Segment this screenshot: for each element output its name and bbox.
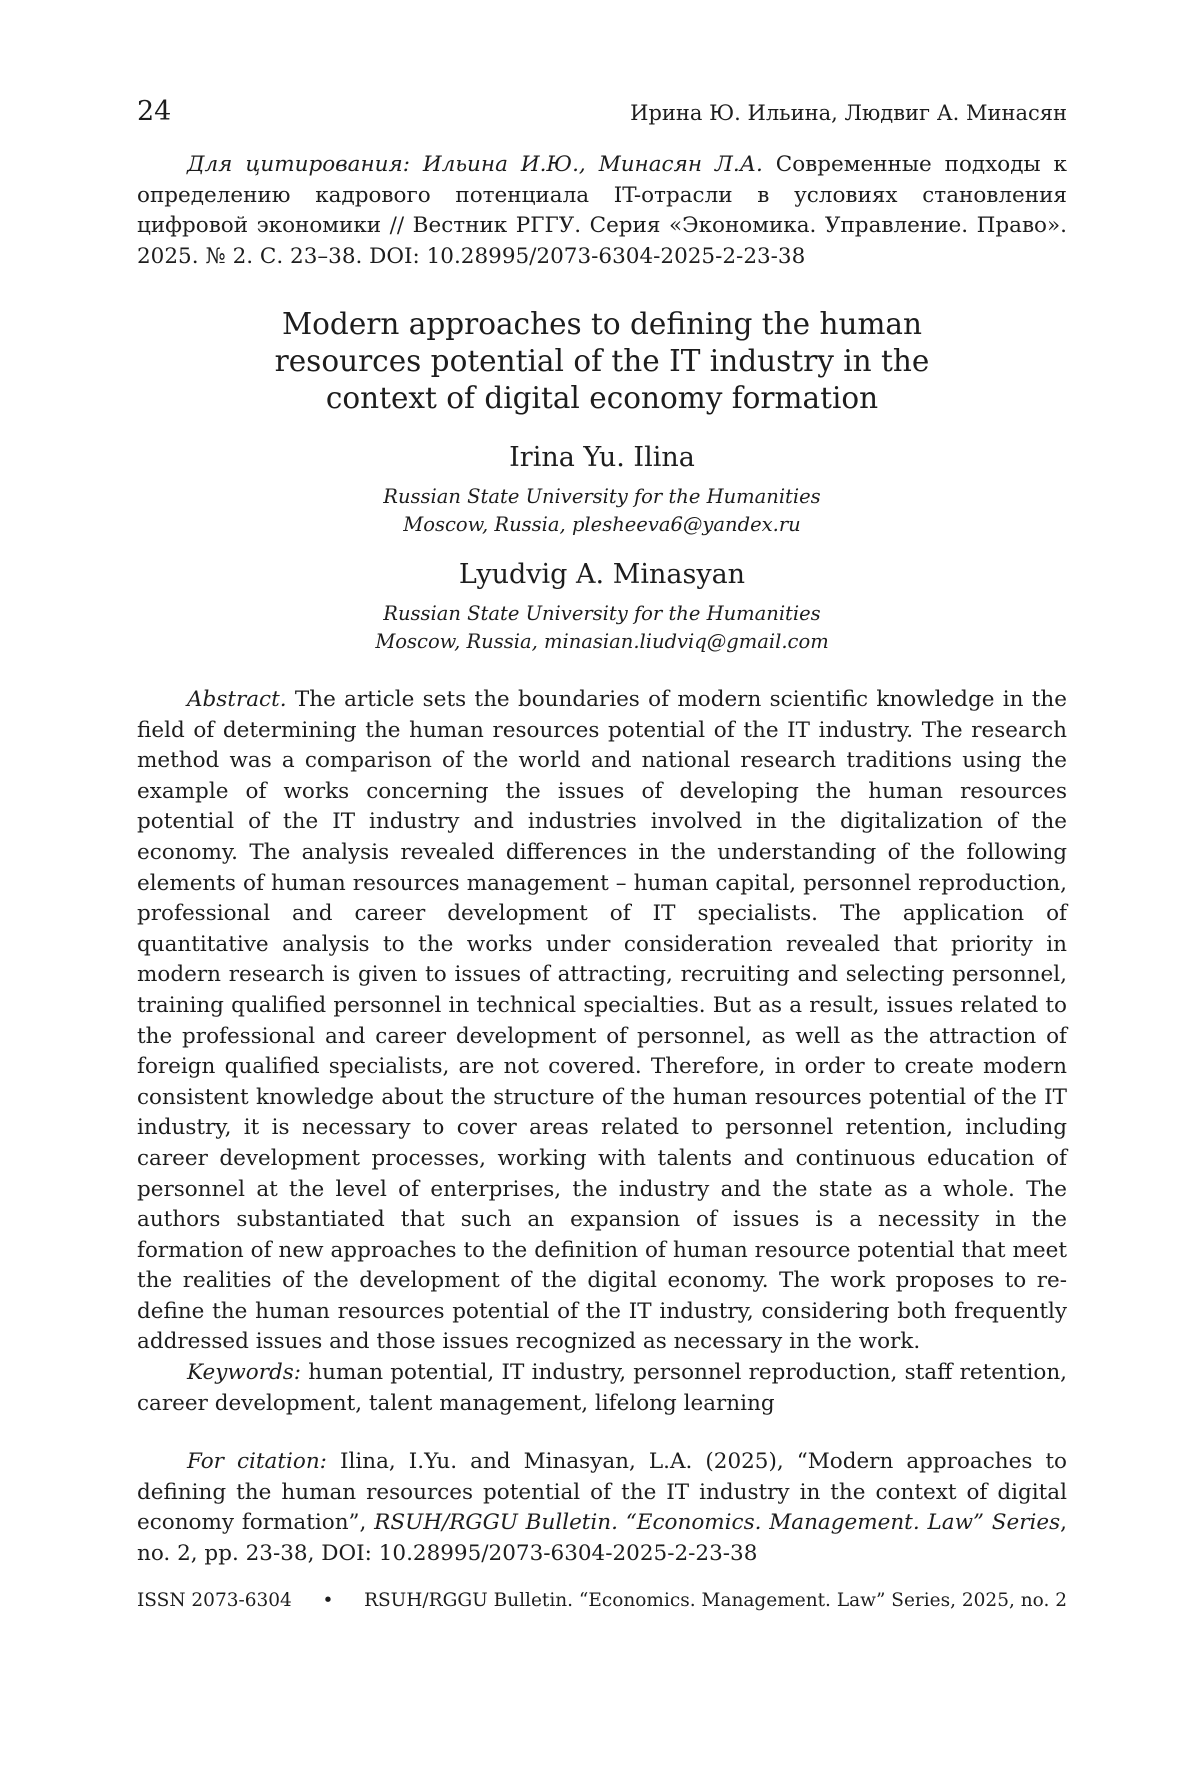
footer-journal-issue: RSUH/RGGU Bulletin. “Economics. Management. Law” Series, 2025, no. 2 [364, 1588, 1067, 1614]
english-citation-journal: RSUH/RGGU Bulletin. “Economics. Manage­ment. Law” Series [374, 1510, 1060, 1535]
footer-issn: ISSN 2073-6304 [137, 1588, 292, 1614]
running-head [137, 96, 1067, 136]
footer-separator: • [322, 1588, 333, 1614]
russian-citation-text: Современные подходы к определению кадрового потенциала IT-отрасли в условиях становления цифровой экономики // Вестник РГГУ. Серия «Экономика. Управление. Право». 2025. № 2. С. 23–38. DOI: 10.28995/2073-6304-2025-2-23-38 [137, 152, 1067, 269]
author-block-1 [137, 441, 1067, 538]
keywords-label: Keywords: [187, 1360, 301, 1385]
english-citation-pages-doi: , no. 2, pp. 23-38, DOI: 10.28995/2073-6304-2025-2-23-38 [137, 1510, 1067, 1566]
journal-page [137, 96, 1067, 1614]
russian-citation-label: Для цитирования: Ильина И.Ю., Минасян Л.А. [187, 152, 763, 177]
abstract-text: The article sets the boundaries of modern scientific knowledge in the field of determining the human resources potential of the IT industry. The research method was a comparison of the world and national research tra­ditions using the example of works concerning the issues of developing the human resources potential of the IT industry and industries involved in the digitalization of the economy. The analysis revealed differences in the under­standing of the following elements of human resources management – human capital, personnel reproduction, professional and career development of IT spe­cialists. The application of quantitative analysis to the works under consider­ation revealed that priority in modern research is given to issues of attracting, recruiting and selecting personnel, training qualified personnel in technical specialties. But as a result, issues related to the professional and career devel­opment of personnel, as well as the attraction of foreign qualified specialists, are not covered. Therefore, in order to create modern consistent knowledge about the structure of the human resources potential of the IT industry, it is necessary to cover areas related to personnel retention, including career devel­opment processes, working with talents and continuous education of personnel at the level of enterprises, the industry and the state as a whole. The authors substantiated that such an expansion of issues is a necessity in the formation of new approaches to the definition of human resource potential that meet the realities of the development of the digital economy. The work proposes to re­define the human resources potential of the IT industry, considering both fre­quently addressed issues and those issues recognized as necessary in the work. [137, 687, 1067, 1354]
author-affiliation [137, 483, 1067, 538]
affiliation-location-email: Moscow, Russia, minasian.liudviq@gmail.com [137, 628, 1067, 656]
english-citation [137, 1447, 1067, 1569]
author-block-2 [137, 558, 1067, 655]
abstract-label: Abstract. [187, 687, 287, 712]
keywords-text: human potential, IT industry, personnel reproduction, staff re­tention, career development, talent management, lifelong learning [137, 1360, 1067, 1416]
english-citation-text: Ilina, I.Yu. and Minasyan, L.A. (2025), “Modern approaches to defining the human resources potential of the IT industry in the context of digital economy formation”, [137, 1449, 1067, 1535]
keywords [137, 1358, 1067, 1419]
affiliation-institution: Russian State University for the Humanities [137, 483, 1067, 511]
page-number: 24 [137, 96, 171, 127]
author-affiliation [137, 600, 1067, 655]
article-title: Modern approaches to defining the human resources potential of the IT industry in the context of digital economy formation [232, 306, 972, 417]
english-citation-label: For citation: [187, 1449, 327, 1474]
author-name: Irina Yu. Ilina [137, 441, 1067, 475]
affiliation-location-email: Moscow, Russia, plesheeva6@yandex.ru [137, 511, 1067, 539]
affiliation-institution: Russian State University for the Humanities [137, 600, 1067, 628]
russian-citation [137, 150, 1067, 272]
abstract [137, 685, 1067, 1358]
page-footer [137, 1588, 1067, 1614]
author-name: Lyudvig A. Minasyan [137, 558, 1067, 592]
running-authors: Ирина Ю. Ильина, Людвиг А. Минасян [630, 101, 1067, 125]
